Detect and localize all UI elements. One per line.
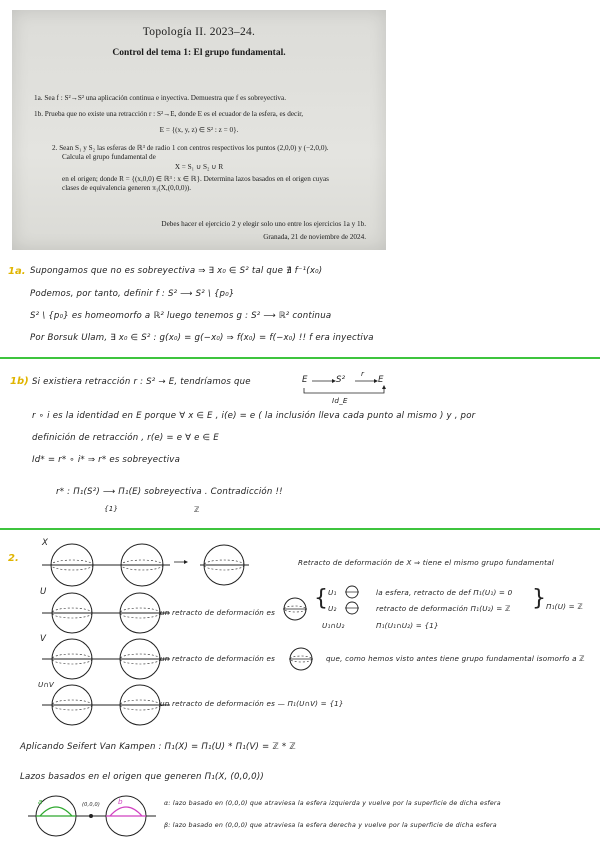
s1b-line3: definición de retracción , r(e) = e ∀ e ∈ E — [32, 433, 219, 443]
diagram-E-left: E — [302, 375, 308, 385]
brace-right: } — [532, 586, 547, 611]
diagram-E-right: E — [378, 375, 384, 385]
s1a-line2: Podemos, por tanto, definir f : S² ⟶ S² \ {p₀} — [30, 289, 235, 299]
row-V-text: un retracto de deformación es — [160, 654, 276, 663]
label-UnV: U∩V — [38, 680, 55, 689]
figure-loops — [26, 792, 158, 840]
u1-desc: la esfera, retracto de def Π₁(U₁) = 0 — [376, 588, 513, 597]
s1b-line5: r* : Π₁(S²) ⟶ Π₁(E) sobreyectiva . Contradicción !! — [56, 487, 283, 497]
exam-q2-line4: clases de equivalencia generen π₁(X,(0,0,0)). — [62, 184, 192, 192]
diagram-r: r — [361, 369, 365, 378]
mark-b: b — [118, 797, 123, 806]
u12-desc: Π₁(U₁∩U₂) = {1} — [376, 621, 439, 630]
mark-origin: (0,0,0) — [82, 802, 101, 808]
divider-1 — [0, 357, 600, 359]
figure-U — [40, 588, 170, 636]
svk-line: Aplicando Seifert Van Kampen : Π₁(X) = Π₁(U) * Π₁(V) = ℤ * ℤ — [20, 742, 296, 752]
exam-subtitle: Control del tema 1: El grupo fundamental. — [112, 48, 286, 58]
u2-label: U₂ — [328, 604, 337, 613]
section-1b-label: 1b) — [10, 376, 29, 387]
section-1a-label: 1a. — [8, 266, 26, 277]
exam-q2-line3: en el origen; donde R = {(x,0,0) ∈ ℝ³ : x ∈ ℝ}. Determina lazos basados en el origen cuyas — [62, 175, 329, 183]
lazos-line: Lazos basados en el origen que generen Π₁(X, (0,0,0)) — [20, 772, 264, 782]
row-V-text2: que, como hemos visto antes tiene grupo fundamental isomorfo a ℤ — [326, 654, 585, 663]
row-UnV-text: un retracto de deformación es — Π₁(U∩V) = {1} — [160, 699, 344, 708]
retract-sphere-U — [282, 596, 308, 622]
mark-a: a — [38, 797, 43, 806]
exam-q2-formula: X = S₁ ∪ S₂ ∪ R — [174, 163, 224, 171]
s1b-line1: Si existiera retracción r : S² → E, tendríamos que — [32, 377, 251, 387]
brace-left: { — [314, 586, 329, 611]
exam-q1b: 1b. Prueba que no existe una retracción r : S²→E, donde E es el ecuador de la esfera, es decir, — [34, 110, 304, 118]
label-X: X — [42, 538, 49, 548]
u1-label: U₁ — [328, 588, 337, 597]
diagram-S2: S² — [336, 375, 346, 385]
s1a-line3: S² \ {p₀} es homeomorfo a ℝ² luego tenemos g : S² ⟶ ℝ² continua — [30, 311, 332, 321]
row-U-text: un retracto de deformación es — [160, 608, 276, 617]
exam-instructions: Debes hacer el ejercicio 2 y elegir solo uno entre los ejercicios 1a y 1b. — [161, 220, 366, 228]
section-2-label: 2. — [8, 553, 19, 564]
u2-sphere-icon — [344, 601, 360, 615]
exam-title: Topología II. 2023–24. — [142, 26, 256, 38]
exam-date: Granada, 21 de noviembre de 2024. — [263, 233, 366, 241]
diagram-id: Id_E — [332, 396, 348, 405]
figure-X — [40, 540, 270, 590]
figure-UnV — [40, 682, 170, 730]
s1b-line4: Id* = r* ∘ i* ⇒ r* es sobreyectiva — [32, 455, 181, 465]
retract-sphere-V — [288, 646, 314, 672]
s1b-under-right: ℤ — [194, 505, 200, 514]
exam-q1b-formula: E = {(x, y, z) ∈ S² : z = 0}. — [159, 126, 239, 134]
pi-U: Π₁(U) = ℤ — [546, 602, 583, 611]
s1a-line4: Por Borsuk Ulam, ∃ x₀ ∈ S² : g(x₀) = g(−x₀) ⇒ f(x₀) = f(−x₀) !! f era inyectiva — [30, 333, 374, 343]
label-V: V — [40, 634, 47, 644]
alpha-line: α: lazo basado en (0,0,0) que atraviesa la esfera izquierda y vuelve por la superficie de dicha esfera — [164, 800, 501, 807]
s1b-under-left: {1} — [104, 504, 119, 513]
s1a-line1: Supongamos que no es sobreyectiva ⇒ ∃ x₀ ∈ S² tal que ∄ f⁻¹(x₀) — [30, 266, 323, 276]
row-X-text: Retracto de deformación de X ⇒ tiene el mismo grupo fundamental — [298, 558, 554, 567]
exam-q2-line1: 2. Sean S₁ y S₂ las esferas de ℝ³ de radio 1 con centros respectivos los puntos (2,0,0) y (−2,0,0). — [52, 144, 329, 152]
diagram-arrows — [300, 372, 392, 398]
exam-q1a: 1a. Sea f : S²→S² una aplicación continua e inyectiva. Demuestra que f es sobreyectiva. — [34, 94, 286, 102]
u2-desc: retracto de deformación Π₁(U₂) = ℤ — [376, 604, 511, 613]
u1-sphere-icon — [344, 585, 360, 599]
divider-2 — [0, 528, 600, 530]
u12-label: U₁∩U₂ — [322, 621, 345, 630]
s1b-line2: r ∘ i es la identidad en E porque ∀ x ∈ E , i(e) = e ( la inclusión lleva cada punto al mismo ) y , por — [32, 411, 476, 421]
beta-line: β: lazo basado en (0,0,0) que atraviesa la esfera derecha y vuelve por la superficie de dicha esfera — [164, 822, 497, 829]
figure-V — [40, 636, 170, 684]
exam-q2-line2: Calcula el grupo fundamental de — [62, 153, 156, 161]
exam-photo — [12, 10, 386, 250]
label-U: U — [40, 587, 47, 597]
